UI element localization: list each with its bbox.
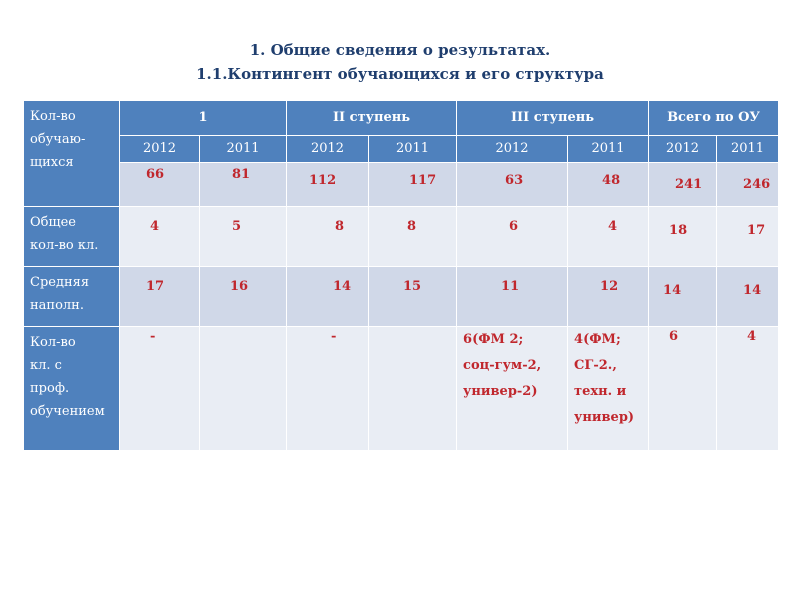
table-cell: 16 [200,267,287,327]
title-line-2: 1.1.Контингент обучающихся и его структура [196,65,604,83]
table-cell: 14 [649,267,717,327]
year-header: 2012 [120,136,200,163]
table-cell: 18 [649,207,717,267]
group-header-2: II ступень [287,101,457,136]
table-cell: 6 [457,207,568,267]
table-cell: - [120,327,200,451]
corner-header: Кол-во обучаю- щихся [24,101,120,207]
year-header: 2011 [200,136,287,163]
table-cell: - [287,327,369,451]
table-cell: 48 [568,163,649,207]
table-cell [369,327,457,451]
group-header-1: 1 [120,101,287,136]
year-header: 2011 [568,136,649,163]
title-line-1: 1. Общие сведения о результатах. [249,41,551,59]
table-cell: 4 [568,207,649,267]
year-header: 2011 [717,136,779,163]
table-cell: 8 [287,207,369,267]
year-header: 2012 [649,136,717,163]
table-cell: 246 [717,163,779,207]
table-cell: 14 [287,267,369,327]
table-cell: 4 [120,207,200,267]
table-cell: 5 [200,207,287,267]
contingent-table [23,100,779,451]
row-label-avg: Средняя наполн. [24,267,120,327]
table-cell: 15 [369,267,457,327]
table-cell: 4(ФМ; СГ-2., техн. и универ) [568,327,649,451]
table-cell: 8 [369,207,457,267]
row-label-prof: Кол-во кл. с проф. обучением [24,327,120,451]
table-cell: 117 [369,163,457,207]
year-header: 2011 [369,136,457,163]
group-header-total: Всего по ОУ [649,101,779,136]
table-cell: 17 [120,267,200,327]
table-cell: 14 [717,267,779,327]
table-cell [200,327,287,451]
table-cell: 66 [120,163,200,207]
table-cell: 112 [287,163,369,207]
year-header: 2012 [457,136,568,163]
table-cell: 6 [649,327,717,451]
table-cell: 17 [717,207,779,267]
table-cell: 4 [717,327,779,451]
page-title [0,38,800,86]
table-cell: 6(ФМ 2; соц-гум-2, универ-2) [457,327,568,451]
row-label-classes: Общее кол-во кл. [24,207,120,267]
table-cell: 12 [568,267,649,327]
table-cell: 241 [649,163,717,207]
year-header: 2012 [287,136,369,163]
table-cell: 11 [457,267,568,327]
group-header-3: III ступень [457,101,649,136]
table-cell: 81 [200,163,287,207]
table-cell: 63 [457,163,568,207]
